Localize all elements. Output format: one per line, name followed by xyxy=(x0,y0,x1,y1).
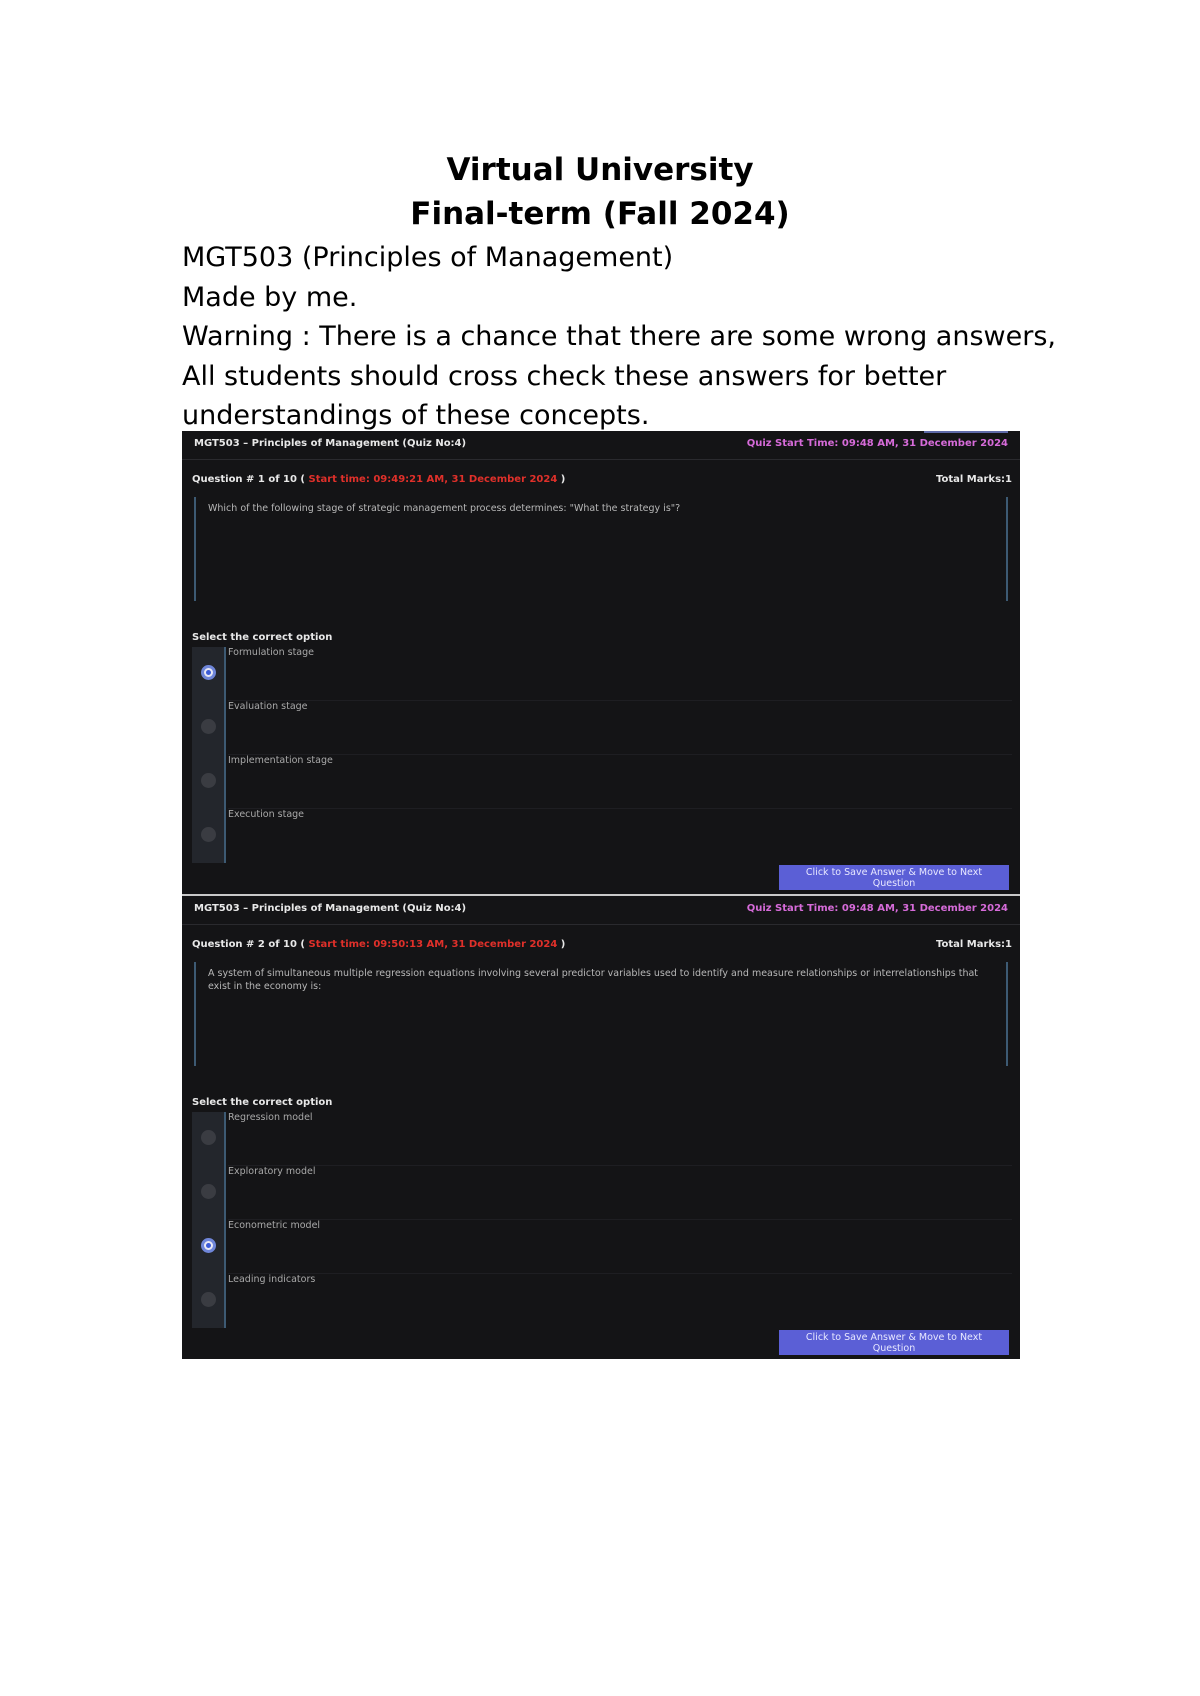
radio-button[interactable] xyxy=(201,719,216,734)
option-item[interactable] xyxy=(192,647,1012,701)
document-body xyxy=(182,238,1082,436)
document-header xyxy=(0,148,1200,236)
option-label: Implementation stage xyxy=(228,755,333,766)
exam-title: Final-term (Fall 2024) xyxy=(410,196,790,232)
quiz-screenshot-2 xyxy=(182,896,1020,1359)
option-label: Regression model xyxy=(228,1112,313,1123)
author-line: Made by me. xyxy=(182,281,358,313)
quiz-start-time: Quiz Start Time: 09:48 AM, 31 December 2024 xyxy=(746,438,1008,449)
quiz-start-time: Quiz Start Time: 09:48 AM, 31 December 2024 xyxy=(746,903,1008,914)
radio-button[interactable] xyxy=(201,1130,216,1145)
save-next-button[interactable]: Click to Save Answer & Move to Next Question xyxy=(779,865,1009,890)
question-box xyxy=(194,497,1008,601)
radio-button[interactable] xyxy=(201,827,216,842)
option-label: Exploratory model xyxy=(228,1166,316,1177)
radio-button-selected[interactable] xyxy=(201,665,216,680)
question-box xyxy=(194,962,1008,1066)
question-start-time: Start time: 09:50:13 AM, 31 December 2024 xyxy=(308,939,558,950)
radio-button[interactable] xyxy=(201,1184,216,1199)
radio-button[interactable] xyxy=(201,773,216,788)
radio-button-selected[interactable] xyxy=(201,1238,216,1253)
option-label: Formulation stage xyxy=(228,647,315,658)
option-item[interactable] xyxy=(192,809,1012,863)
radio-button[interactable] xyxy=(201,1292,216,1307)
option-label: Execution stage xyxy=(228,809,305,820)
question-number-close: ) xyxy=(560,939,566,950)
option-item[interactable] xyxy=(192,755,1012,809)
course-line: MGT503 (Principles of Management) xyxy=(182,242,674,273)
quiz-header-bar xyxy=(182,431,1020,460)
options-list xyxy=(192,1112,1012,1328)
question-text: Which of the following stage of strategic management process determines: "What the strategy is"? xyxy=(208,503,681,514)
total-marks: Total Marks:1 xyxy=(936,939,1012,950)
course-title: MGT503 – Principles of Management (Quiz No:4) xyxy=(194,438,467,449)
select-option-label: Select the correct option xyxy=(192,632,333,643)
question-number xyxy=(192,939,565,950)
option-label: Econometric model xyxy=(228,1220,321,1231)
university-title: Virtual University xyxy=(446,152,754,188)
options-list xyxy=(192,647,1012,863)
quiz-header-bar xyxy=(182,896,1020,925)
select-option-label: Select the correct option xyxy=(192,1097,333,1108)
quiz-screenshot-1 xyxy=(182,431,1020,894)
question-number xyxy=(192,474,565,485)
question-number-label: Question # 1 of 10 ( xyxy=(192,474,306,485)
save-next-button[interactable]: Click to Save Answer & Move to Next Question xyxy=(779,1330,1009,1355)
warning-line-1: Warning : There is a chance that there are some wrong answers, xyxy=(182,321,1056,352)
question-number-label: Question # 2 of 10 ( xyxy=(192,939,306,950)
warning-line-2: All students should cross check these answers for better xyxy=(182,360,947,392)
question-row xyxy=(192,474,1012,490)
question-number-close: ) xyxy=(560,474,566,485)
question-start-time: Start time: 09:49:21 AM, 31 December 2024 xyxy=(308,474,558,485)
option-label: Evaluation stage xyxy=(228,701,308,712)
option-item[interactable] xyxy=(192,1220,1012,1274)
question-text: A system of simultaneous multiple regression equations involving several predictor variables used to identify and measure relationships or interrelationships that exist in the economy is: xyxy=(208,968,979,992)
option-item[interactable] xyxy=(192,701,1012,755)
course-title: MGT503 – Principles of Management (Quiz No:4) xyxy=(194,903,467,914)
option-label: Leading indicators xyxy=(228,1274,316,1285)
total-marks: Total Marks:1 xyxy=(936,474,1012,485)
option-item[interactable] xyxy=(192,1274,1012,1328)
warning-line-3: understandings of these concepts. xyxy=(182,400,650,431)
option-item[interactable] xyxy=(192,1112,1012,1166)
option-item[interactable] xyxy=(192,1166,1012,1220)
question-row xyxy=(192,939,1012,955)
